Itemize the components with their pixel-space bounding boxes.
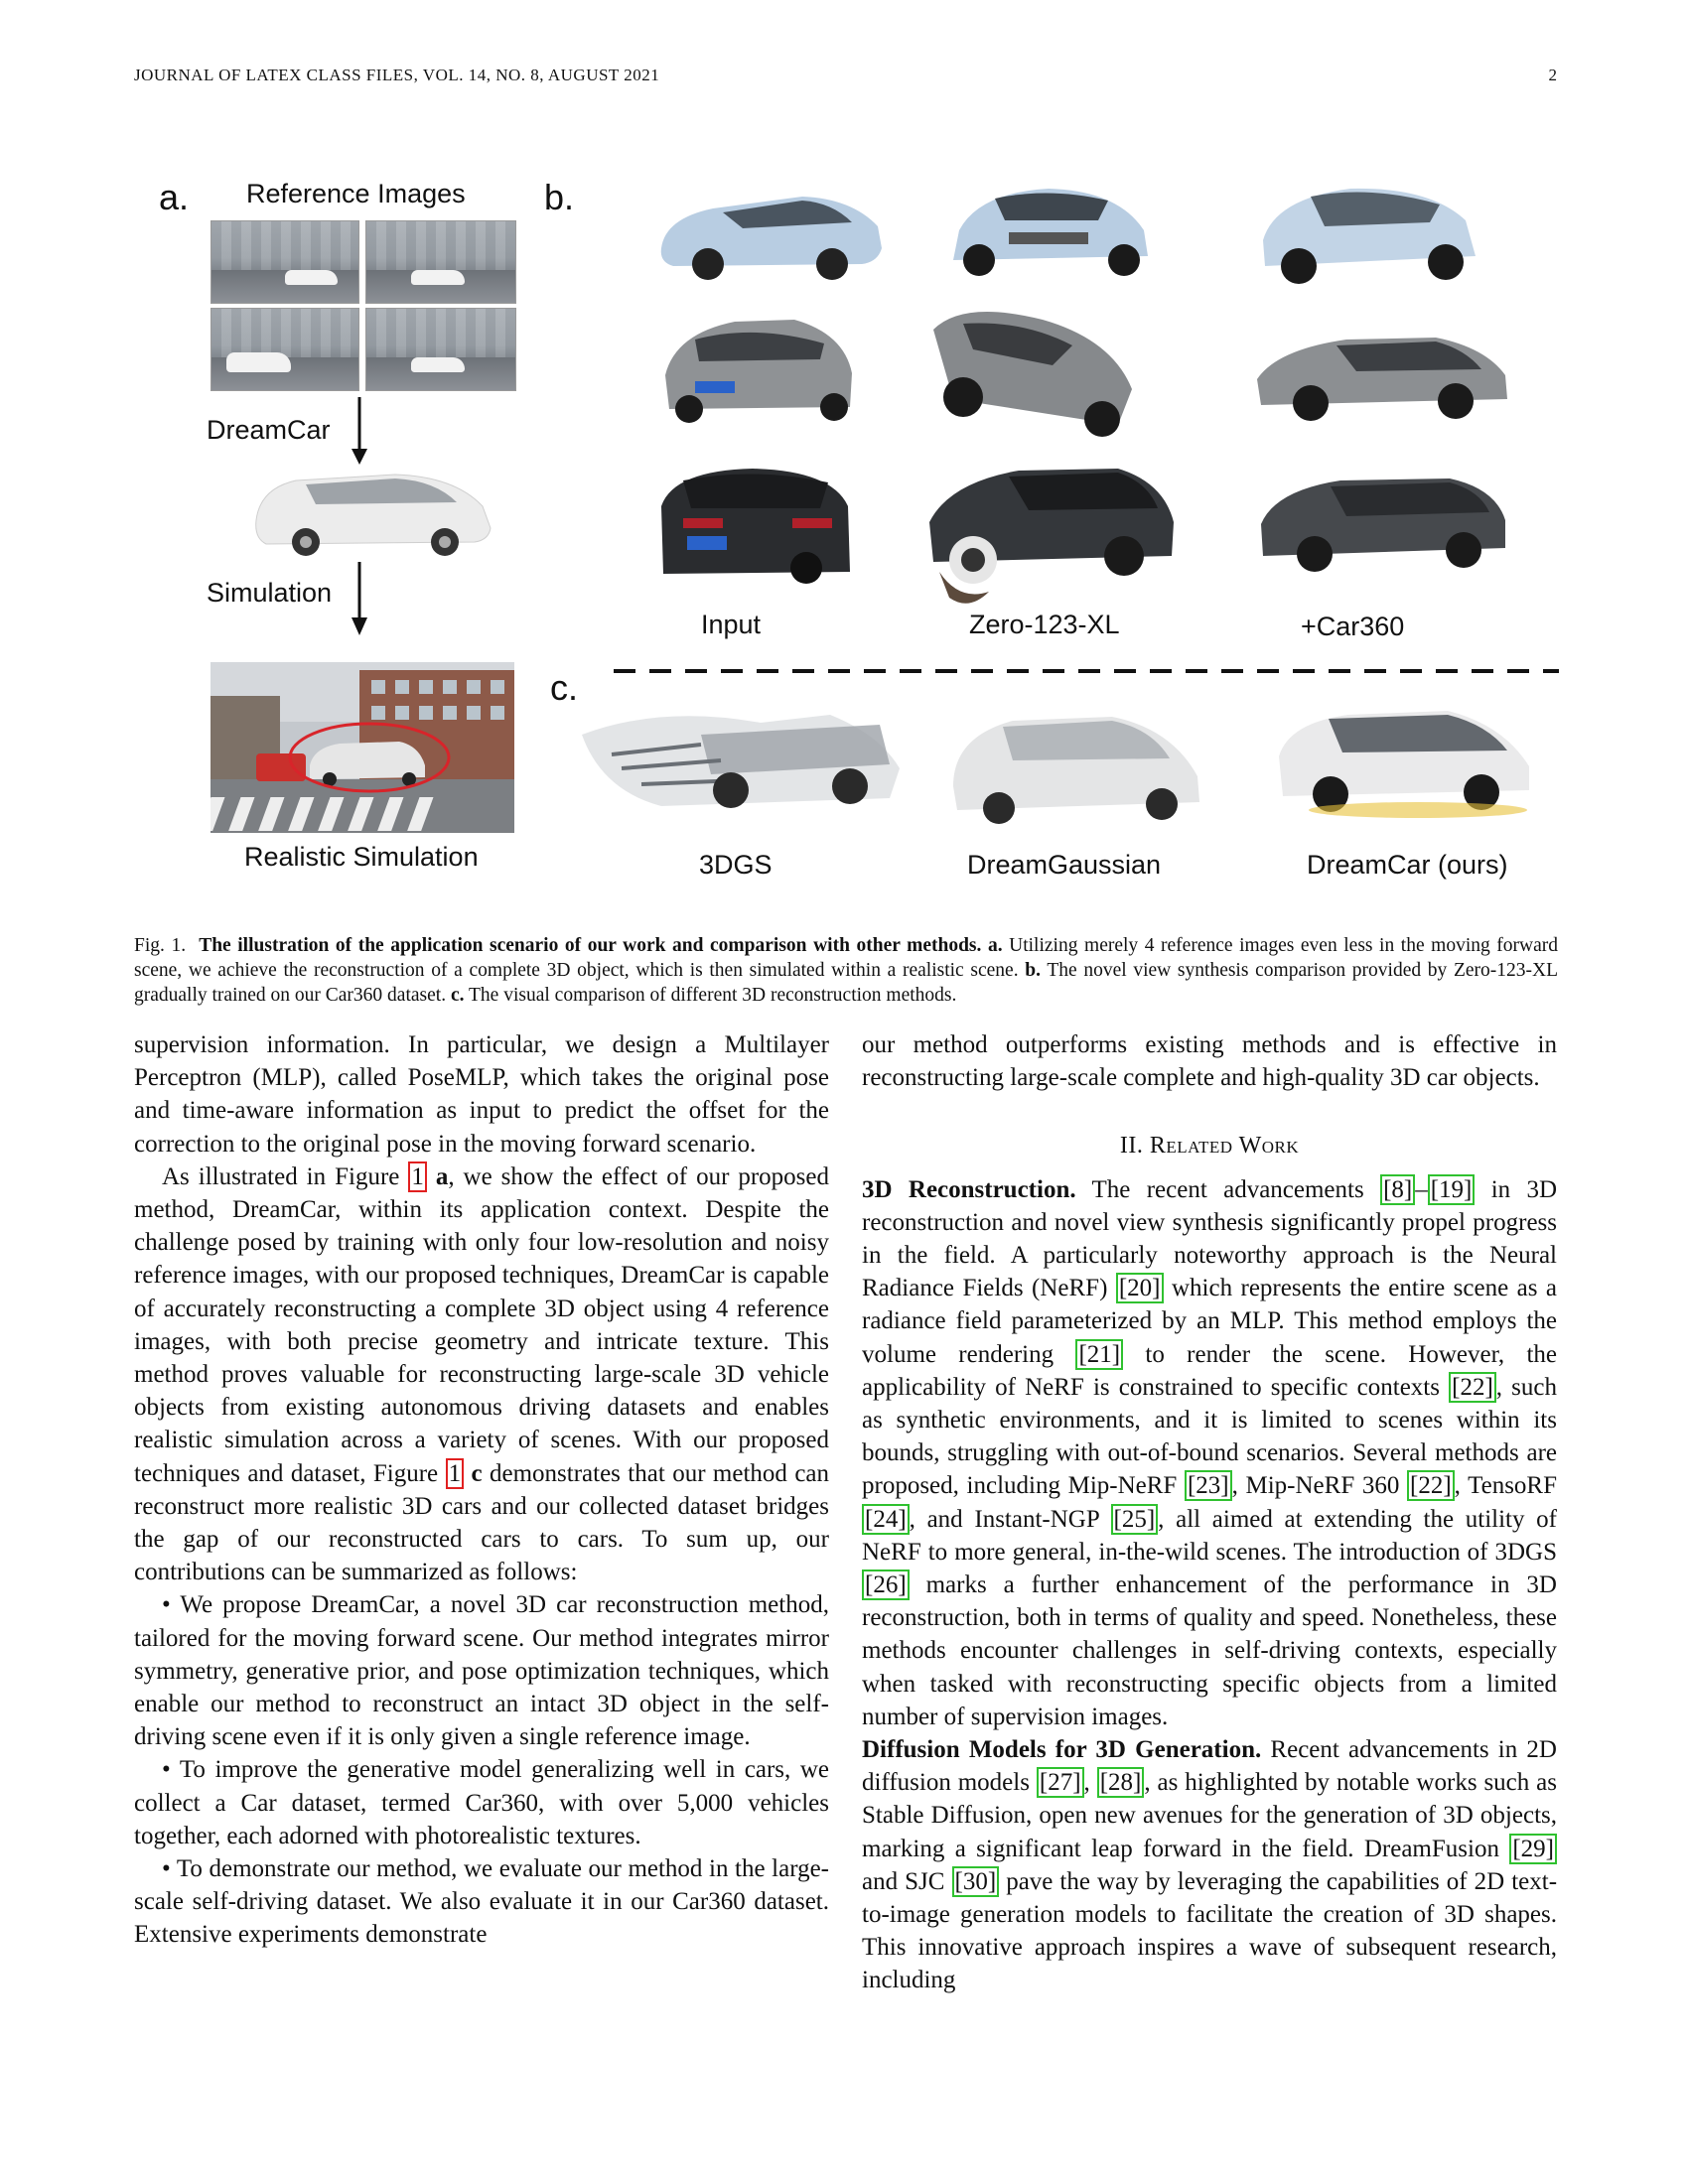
caption-fig-label: Fig. 1. [134, 935, 187, 956]
caption-b-label: b. [1025, 960, 1041, 981]
contribution-bullet-1: • We propose DreamCar, a novel 3D car reconstruction method, tailored for the moving forward scene. Our method integrates mirror symmetry, generative prior, and pose optimization techniques, which enable our method to reconstruct an intact 3D object in the self-driving scene even if it is only given a single reference image. [134, 1591, 829, 1751]
left-paragraph-2 [134, 1160, 829, 1589]
3dgs-result-image [582, 695, 910, 822]
text: – [1415, 1175, 1428, 1203]
text: The recent advancements [1091, 1175, 1364, 1203]
label-dreamcar-ours: DreamCar (ours) [1307, 850, 1508, 880]
text: demonstrates that our method can reconstruct more realistic 3D cars and our collected dataset bridges the gap of our reconstructed cars to cars. To sum up, our contributions can be summarized as follows: [134, 1459, 830, 1586]
figure-caption [134, 933, 1558, 1008]
text: pave the way by leveraging the capabilities of 2D text-to-image generation models to facilitate the creation of 3D shapes. This innovative approach inspires a wave of subsequent research, including [862, 1867, 1558, 1994]
reconstructed-van-image [246, 459, 496, 558]
citation-link[interactable]: [8] [1380, 1174, 1415, 1205]
citation-link[interactable]: [19] [1428, 1174, 1476, 1205]
text: , and Instant-NGP [909, 1505, 1099, 1533]
text: , we show the effect of our proposed method, DreamCar, within its application context. Despite the challenge posed by training with only four low-resolution and noisy reference images, with our proposed techniques, DreamCar is capable of accurately reconstructing a complete 3D object using 4 reference images, with both precise geometry and intricate texture. This method proves valuable for reconstructing large-scale 3D vehicle objects from existing autonomous driving datasets and enables realistic simulation across a variety of scenes. With our proposed techniques and dataset, Figure [134, 1162, 830, 1487]
reference-image-1 [211, 220, 359, 304]
text: , Mip-NeRF 360 [1231, 1472, 1400, 1500]
text: , as highlighted by notable works such as Stable Diffusion, open new avenues for the generation of 3D objects, marking a significant leap forward in the field. DreamFusion [862, 1769, 1558, 1862]
citation-link[interactable]: [30] [952, 1866, 1000, 1897]
left-paragraph-1: supervision information. In particular, we design a Multilayer Perceptron (MLP), called PoseMLP, which takes the original pose and time-aware information as input to predict the offset for the correction to the original pose in the moving forward scenario. [134, 1031, 829, 1158]
text: a [435, 1162, 449, 1190]
caption-b-text: The novel view synthesis comparison provided by Zero-123-XL gradually trained on our Car360 dataset. [134, 960, 1559, 1006]
dreamgaussian-result-image [943, 707, 1211, 826]
text: We propose DreamCar, a novel 3D car reconstruction method, tailored for the moving forward scene. Our method integrates mirror symmetry, generative prior, and pose optimization techniques, which enable our method to reconstruct an intact 3D object in the self-driving scene even if it is only given a single reference image. [134, 1591, 829, 1751]
text: As illustrated in Figure [162, 1162, 400, 1190]
text: c [471, 1459, 483, 1487]
contribution-bullet-2: • To improve the generative model generalizing well in cars, we collect a Car dataset, termed Car360, with over 5,000 vehicles together, each adorned with photorealistic textures. [134, 1756, 829, 1849]
right-paragraph-1: our method outperforms existing methods and is effective in reconstructing large-scale complete and high-quality 3D car objects. [862, 1031, 1557, 1092]
left-column [134, 1028, 829, 1952]
right-column [862, 1028, 1557, 1997]
input-car-gray [655, 304, 858, 427]
zero123xl-car-blue [939, 171, 1160, 288]
text: To demonstrate our method, we evaluate our method in the large-scale self-driving dataset. We also evaluate it in our Car360 dataset. Extensive experiments demonstrate [134, 1855, 829, 1949]
text: , [1083, 1769, 1090, 1797]
arrow-down-icon [348, 562, 371, 637]
panel-a-letter: a. [159, 177, 190, 217]
citation-link[interactable]: [21] [1075, 1339, 1123, 1370]
contribution-bullet-3: • To demonstrate our method, we evaluate our method in the large-scale self-driving dataset. We also evaluate it in our Car360 dataset. Extensive experiments demonstrate [134, 1855, 829, 1949]
related-work-3d-reconstruction [862, 1173, 1557, 1733]
figure-1 [0, 0, 1688, 923]
reference-image-3 [211, 308, 359, 391]
arrow-down-icon [348, 397, 371, 467]
input-car-blue [653, 179, 888, 288]
text: Recent advancements in 2D diffusion models [862, 1736, 1557, 1797]
input-car-black [653, 457, 858, 588]
section-number: II. [1119, 1133, 1144, 1160]
paragraph-heading: 3D Reconstruction. [862, 1175, 1076, 1203]
panel-b-letter: b. [544, 177, 575, 217]
text: marks a further enhancement of the performance in 3D reconstruction, both in terms of quality and speed. Nonetheless, these methods encounter challenges in self-driving contexts, especially when tasked with reconstructing specific objects from a limited number of supervision images. [862, 1571, 1557, 1730]
car360-car-gray [1247, 320, 1515, 429]
caption-title: The illustration of the application scenario of our work and comparison with other methods. [199, 935, 982, 956]
citation-link[interactable]: [27] [1037, 1767, 1084, 1798]
section-title: Related Work [1149, 1133, 1300, 1160]
citation-link[interactable]: [26] [862, 1570, 910, 1600]
text: to render the scene. However, the applicability of NeRF is constrained to specific contexts [862, 1340, 1558, 1401]
caption-c-label: c. [450, 985, 465, 1006]
citation-link[interactable]: [23] [1185, 1470, 1232, 1501]
zero123xl-car-gray [923, 290, 1142, 437]
section-heading [862, 1130, 1557, 1162]
label-car360: +Car360 [1301, 612, 1405, 641]
reference-image-4 [365, 308, 516, 391]
caption-a-text: Utilizing merely 4 reference images even less in the moving forward scene, we achieve the reconstruction of a complete 3D object, which is then simulated within a realistic scene. [134, 935, 1559, 981]
citation-link[interactable]: [25] [1111, 1504, 1159, 1535]
figure-link[interactable]: 1 [446, 1458, 465, 1489]
label-zero123xl: Zero-123-XL [969, 610, 1120, 639]
citation-link[interactable]: [28] [1097, 1767, 1145, 1798]
text: which represents the entire scene as a radiance field parameterized by an MLP. This method employs the volume rendering [862, 1275, 1557, 1368]
text: To improve the generative model generalizing well in cars, we collect a Car dataset, termed Car360, with over 5,000 vehicles together, each adorned with photorealistic textures. [134, 1756, 829, 1849]
reference-images-title: Reference Images [246, 179, 466, 208]
figure-link[interactable]: 1 [408, 1161, 427, 1192]
citation-link[interactable]: [20] [1116, 1273, 1164, 1303]
text: , all aimed at extending the utility of NeRF to more general, in-the-wild scenes. The introduction of 3DGS [862, 1505, 1557, 1566]
label-dreamgaussian: DreamGaussian [967, 850, 1162, 880]
realistic-simulation-label: Realistic Simulation [244, 842, 479, 872]
zero123xl-car-black [919, 453, 1182, 612]
running-header: JOURNAL OF LATEX CLASS FILES, VOL. 14, NO. 8, AUGUST 2021 [134, 66, 660, 84]
label-3dgs: 3DGS [699, 850, 773, 880]
citation-link[interactable]: [22] [1449, 1372, 1496, 1403]
reference-image-2 [365, 220, 516, 304]
paragraph-heading: Diffusion Models for 3D Generation. [862, 1736, 1262, 1764]
text: in 3D reconstruction and novel view synthesis significantly propel progress in the field. A particularly noteworthy approach is the Neural Radiance Fields (NeRF) [862, 1175, 1558, 1302]
citation-link[interactable]: [29] [1509, 1834, 1557, 1864]
dashed-separator [614, 667, 1559, 675]
simulation-step-label: Simulation [207, 578, 333, 608]
dreamcar-step-label: DreamCar [207, 415, 331, 445]
page-number: 2 [1548, 66, 1557, 84]
text: , TensoRF [1454, 1472, 1558, 1500]
caption-c-text: The visual comparison of different 3D reconstruction methods. [469, 985, 957, 1006]
text: and SJC [862, 1867, 945, 1895]
label-input: Input [701, 610, 762, 639]
car360-car-black [1251, 465, 1511, 580]
citation-link[interactable]: [24] [862, 1504, 910, 1535]
citation-link[interactable]: [22] [1407, 1470, 1455, 1501]
caption-a-label: a. [987, 935, 1003, 956]
panel-c-letter: c. [550, 667, 579, 708]
realistic-simulation-image [211, 662, 514, 833]
dreamcar-ours-result-image [1269, 701, 1537, 824]
text: , such as synthetic environments, and it is limited to scenes within its bounds, struggling with out-of-bound scenarios. Several methods are proposed, including Mip-NeRF [862, 1373, 1558, 1500]
car360-car-blue [1251, 171, 1485, 294]
related-work-diffusion-models [862, 1733, 1557, 1997]
